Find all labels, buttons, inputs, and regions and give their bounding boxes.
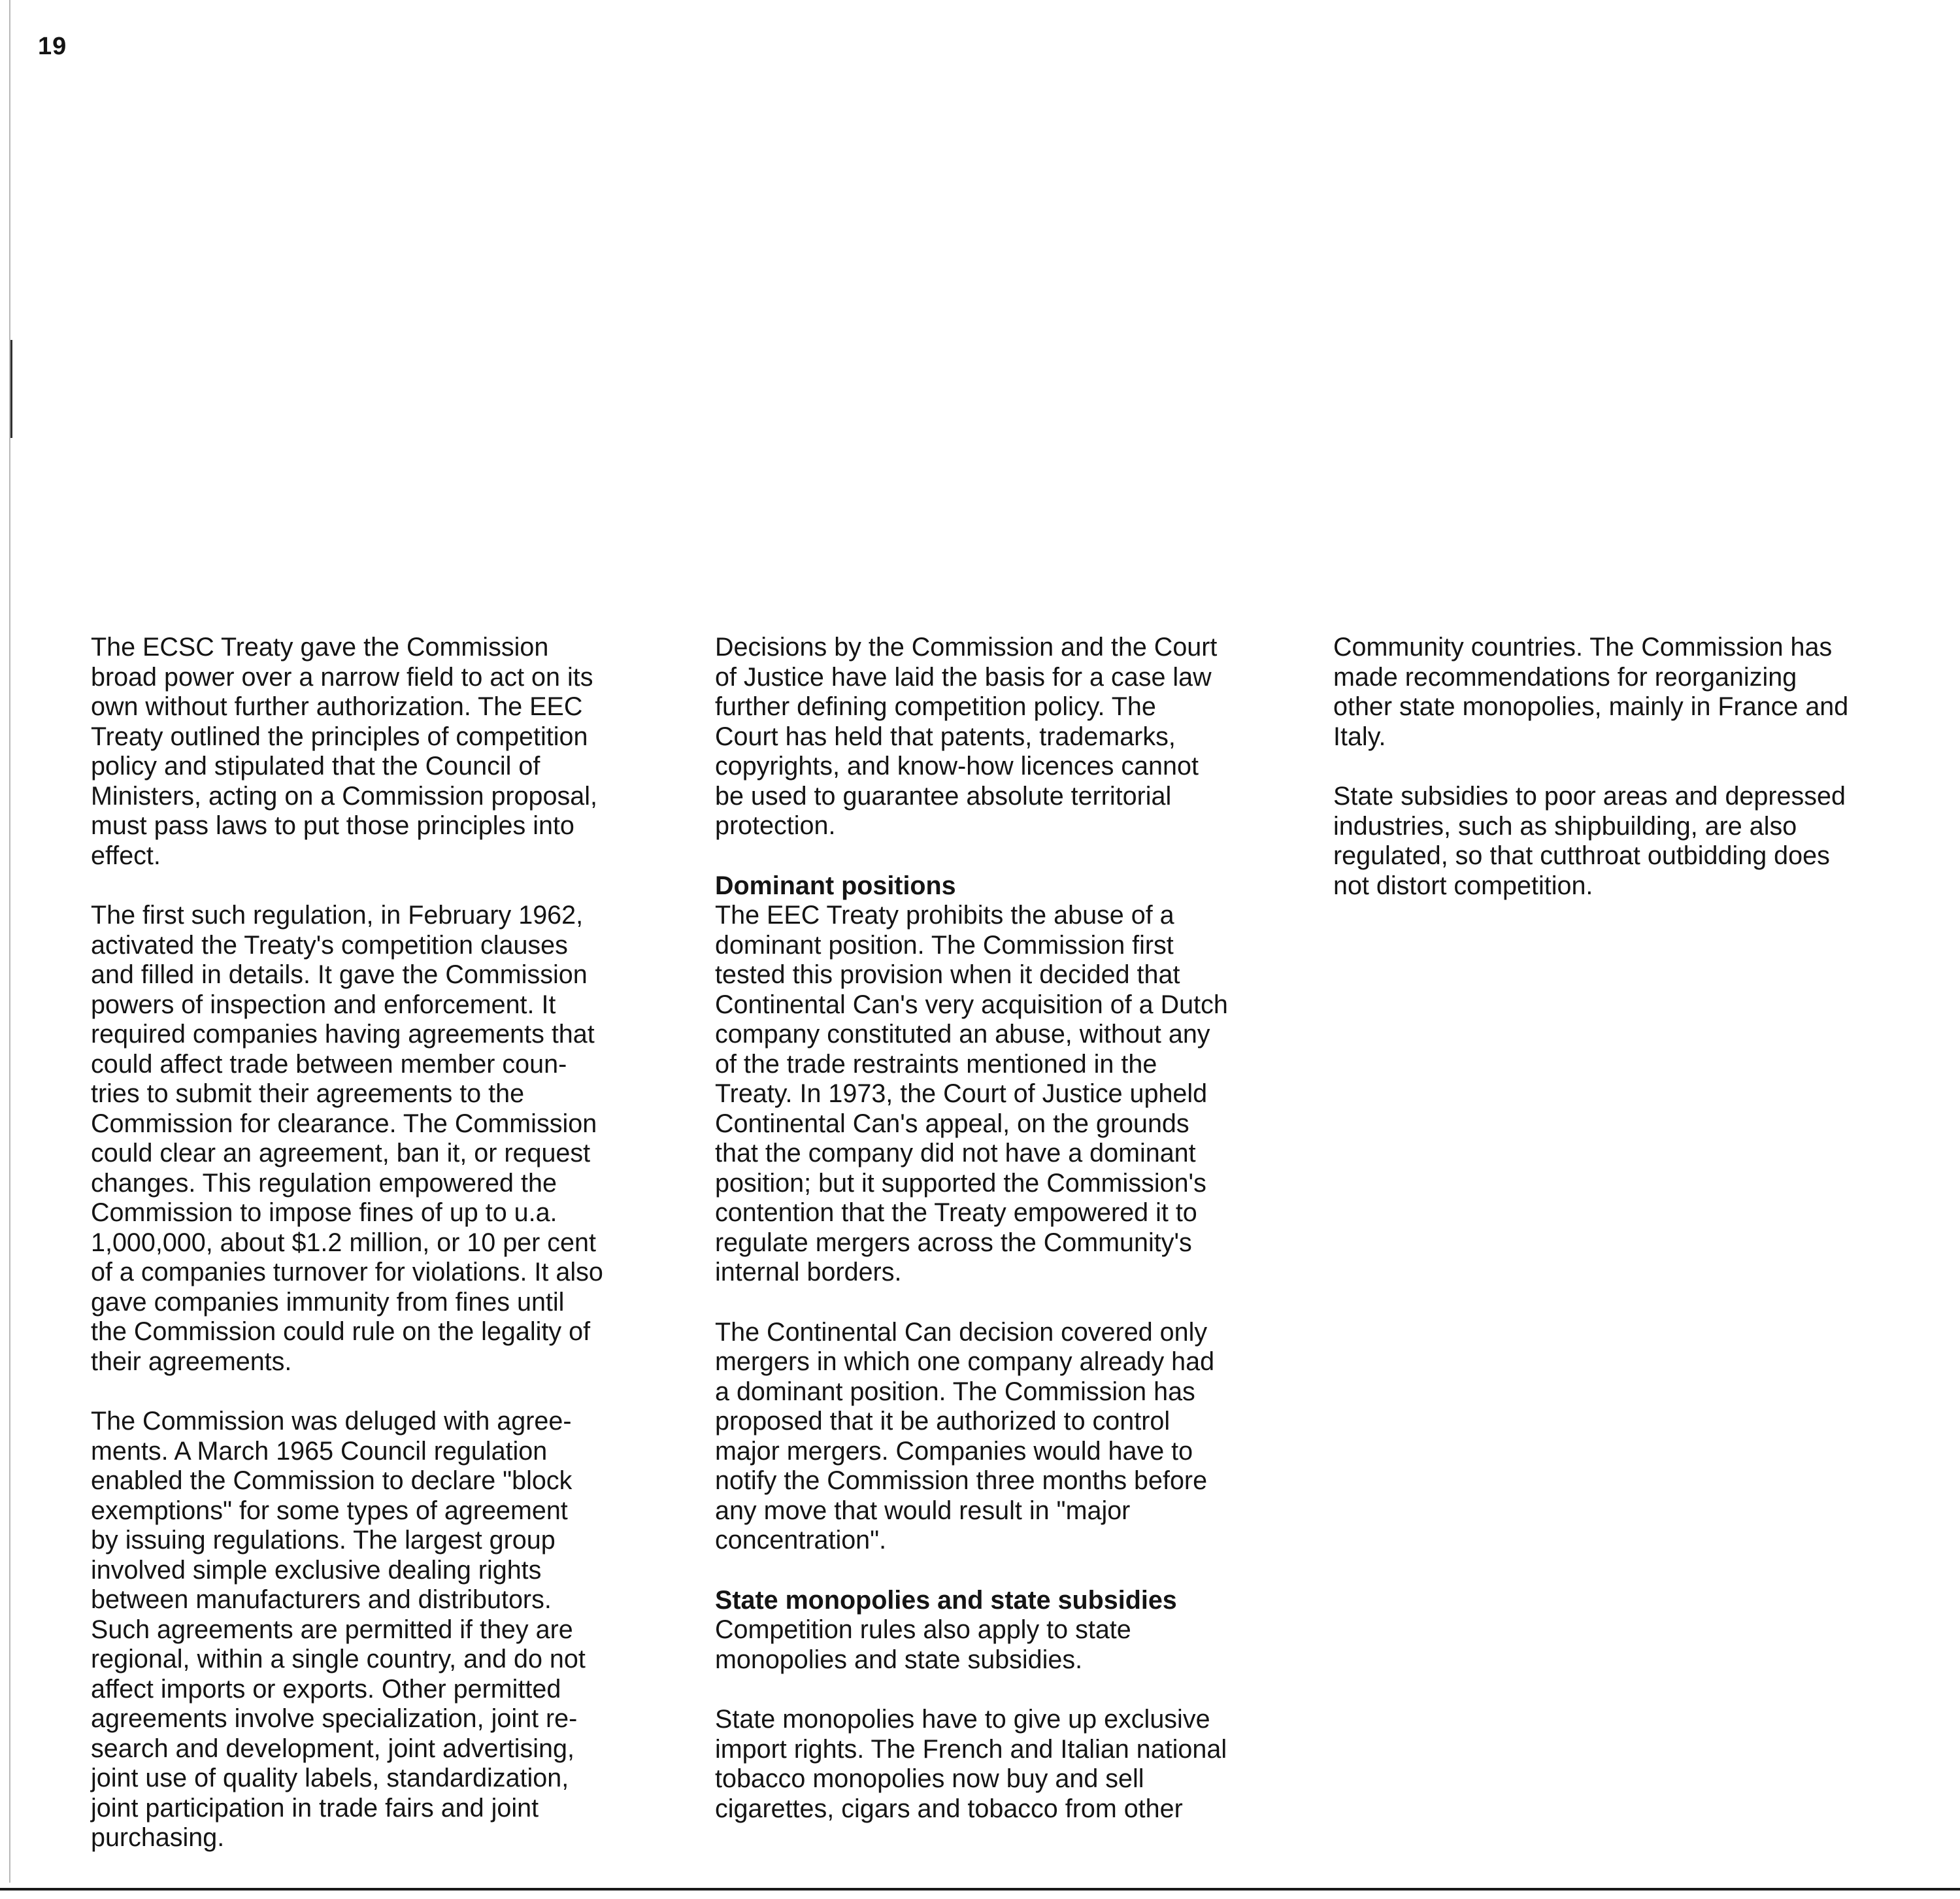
- paragraph-mergers: The Continental Can decision covered only mergers in which one company already had a dominant position. The Commission has proposed that it be authorized to control major mergers. Companies would have to notify the Commission three months before any move that would result in "major concentration".: [715, 1317, 1215, 1554]
- section-dominant-positions: [715, 871, 1303, 1288]
- paragraph-continental-can: The EEC Treaty prohibits the abuse of a dominant position. The Commission first tested this provision when it decided that Continental Can's very acquisition of a Dutch company constituted an abuse, without any of the trade restraints mentioned in the Treaty. In 1973, the Court of Justice upheld Continental Can's appeal, on the grounds that the company did not have a dominant position; but it supported the Commission's contention that the Treaty empowered it to regulate mergers across the Community's internal borders.: [715, 901, 1228, 1286]
- page-bottom-rule: [0, 1888, 1960, 1891]
- page-margin-rule: [9, 0, 10, 1883]
- heading-state-monopolies: State monopolies and state subsidies: [715, 1585, 1177, 1615]
- page-binding-mark: [10, 340, 12, 438]
- page-number: 19: [38, 33, 67, 60]
- paragraph-competition-rules: Competition rules also apply to state monopolies and state subsidies.: [715, 1615, 1131, 1674]
- paragraph-community-countries: Community countries. The Commission has made recommendations for reorganizing other state monopolies, mainly in France and Italy.: [1333, 633, 1849, 751]
- paragraph-import-rights: State monopolies have to give up exclusive import rights. The French and Italian national tobacco monopolies now buy and sell cigarettes, cigars and tobacco from other: [715, 1705, 1227, 1823]
- text-column-2: [715, 633, 1303, 1854]
- text-column-1: [91, 633, 679, 1883]
- heading-dominant-positions: Dominant positions: [715, 871, 956, 900]
- text-column-3: [1333, 633, 1921, 931]
- section-state-monopolies: [715, 1586, 1303, 1675]
- paragraph-first-regulation: The first such regulation, in February 1962, activated the Treaty's competition clauses and filled in details. It gave the Commission powers of inspection and enforcement. It required companies having agreements that could affect trade between member coun- tries to submit their agreements to the Commission for clearance. The Commission could clear an agreement, ban it, or request changes. This regulation empowered the Commission to impose fines of up to u.a. 1,000,000, about $1.2 million, or 10 per cent of a companies turnover for violations. It also gave companies immunity from fines until the Commission could rule on the legality of their agreements.: [91, 901, 603, 1376]
- paragraph-block-exemptions: The Commission was deluged with agree- ments. A March 1965 Council regulation enabled the Commission to declare "block exemptions" for some types of agreement by issuing regulations. The largest group involved simple exclusive dealing rights between manufacturers and distributors. Such agreements are permitted if they are regional, within a single country, and do not affect imports or exports. Other permitted agreements involve specialization, joint re- search and development, joint advertising, joint use of quality labels, standardization, joint participation in trade fairs and joint purchasing.: [91, 1407, 586, 1852]
- paragraph-state-subsidies: State subsidies to poor areas and depressed industries, such as shipbuilding, are also regulated, so that cutthroat outbidding does not distort competition.: [1333, 782, 1846, 900]
- paragraph-ecsc-treaty: The ECSC Treaty gave the Commission broad power over a narrow field to act on its own without further authorization. The EEC Treaty outlined the principles of competition policy and stipulated that the Council of Ministers, acting on a Commission proposal, must pass laws to put those principles into effect.: [91, 633, 597, 870]
- paragraph-case-law: Decisions by the Commission and the Court of Justice have laid the basis for a case law further defining competition policy. The Court has held that patents, trademarks, copyrights, and know-how licences cannot be used to guarantee absolute territorial protection.: [715, 633, 1218, 840]
